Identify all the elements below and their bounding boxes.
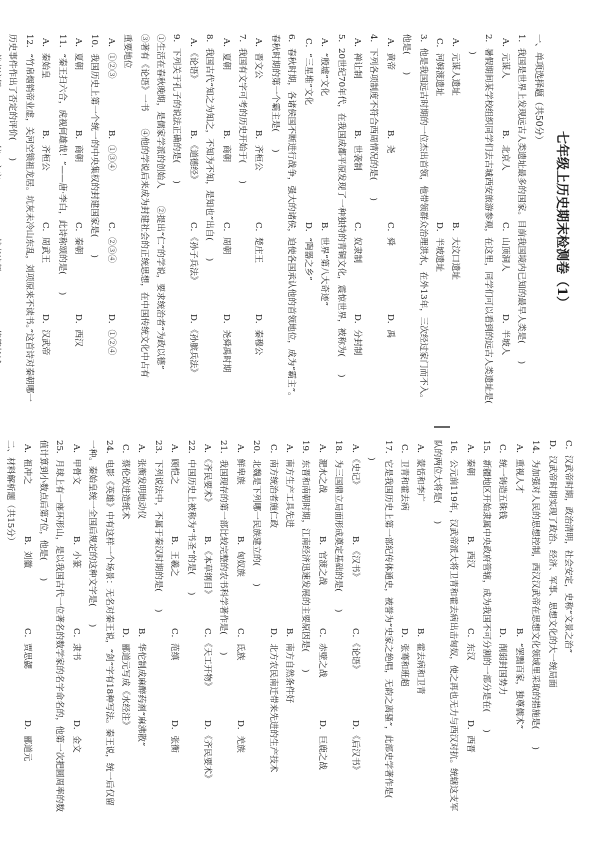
- question-text: 19．东晋和南朝时期，江南经济迅速发展的主要原因是( ): [300, 440, 311, 673]
- answer-option[interactable]: B．《本草纲目》: [202, 536, 213, 599]
- option-row: [431, 34, 447, 406]
- question-text: 1．我国是世界上发现远古人类遗址最多的国家。目前我国境内已知的最早人类是( ): [516, 34, 526, 365]
- question-block: [314, 440, 347, 812]
- answer-option[interactable]: B．商朝: [220, 130, 231, 163]
- question-block: [37, 34, 70, 406]
- answer-option[interactable]: A．蒙恬和李广: [415, 444, 426, 502]
- answer-option[interactable]: B．大汶口遗址: [450, 222, 461, 280]
- question-text: 7．我国有文字可考的历史开始于( ): [237, 34, 248, 184]
- question-text: 二、材料解析题（共15分）: [5, 440, 16, 546]
- option-row: [264, 440, 280, 812]
- answer-option[interactable]: C．“三星堆”文化: [302, 38, 313, 105]
- answer-option[interactable]: A．夏朝: [73, 38, 84, 70]
- answer-option[interactable]: A．南方生产工具先进: [284, 444, 295, 528]
- question-block: [461, 440, 494, 812]
- option-row: [0, 34, 4, 406]
- question-text-continued: 春秋时期的第一个霸主是( ): [269, 34, 280, 153]
- option-row: [133, 440, 149, 812]
- option-row: [412, 440, 428, 812]
- option-row: [494, 440, 510, 812]
- option-row: [314, 440, 330, 812]
- answer-option[interactable]: A．秦朝: [464, 444, 475, 476]
- question-block: [543, 440, 576, 812]
- answer-option[interactable]: B．①③④: [105, 130, 116, 171]
- answer-option[interactable]: B．匈奴族: [234, 536, 245, 577]
- answer-option[interactable]: C．赤壁之战: [316, 628, 327, 678]
- answer-line: 重要地位: [122, 34, 133, 69]
- answer-option[interactable]: A．顾恺之: [169, 444, 180, 485]
- answer-line: ③著有《论语》一书 ④他的学说后来成为封建社会的正统思想，在中国传统文化中占有: [138, 34, 149, 378]
- answer-option[interactable]: D．《齐民要术》: [202, 720, 213, 783]
- answer-option[interactable]: D．汉武帝: [40, 314, 51, 356]
- question-text: 11．“秦王扫六合，虎视何雄哉！”——唐·李白，此诗称颂的是( ): [56, 34, 67, 296]
- option-row: [396, 440, 412, 812]
- answer-option[interactable]: B．官渡之战: [316, 536, 327, 586]
- answer-option[interactable]: C．贾思勰: [21, 628, 32, 669]
- question-text: 2．暑假期间某学校组织同学们去古城西安旅游参观，在这里，同学们可以看到的远古人类遗址是(: [483, 34, 494, 404]
- answer-option[interactable]: C．卫青和霍去病: [398, 444, 409, 511]
- answer-option[interactable]: D．郦道元: [21, 720, 32, 762]
- answer-option[interactable]: A．重视人才: [513, 444, 524, 494]
- answer-option[interactable]: B．齐桓公: [40, 130, 51, 171]
- answer-option[interactable]: A．《史记》: [349, 444, 360, 489]
- answer-option[interactable]: C．周朝: [220, 222, 231, 255]
- answer-option[interactable]: [0, 38, 4, 130]
- question-text: 16．公元前119年，汉武帝派大将卫青和霍去病出击匈奴，使之再也无力与西汉对抗。统辖这支军: [448, 440, 459, 812]
- answer-option[interactable]: A．鲜卑族: [234, 444, 245, 485]
- answer-option[interactable]: B．西汉: [464, 536, 475, 569]
- answer-option[interactable]: D．张骞和班超: [398, 628, 409, 687]
- section-heading: 一、单项选择题（共50分）: [533, 34, 543, 145]
- answer-option[interactable]: D．《后汉书》: [349, 720, 360, 775]
- option-row: [70, 34, 86, 406]
- answer-option[interactable]: C．周武王: [40, 222, 51, 263]
- question-text: 25．月球上有一座环形山，是以我国古代一位著名的数学家的名字命名的，他第一次把圆周率的数: [54, 440, 65, 812]
- answer-option[interactable]: A．元谋人遗址: [450, 38, 461, 96]
- option-row: [199, 440, 215, 812]
- answer-option[interactable]: D．北方农民南迁带来先进的生产技术: [267, 628, 278, 773]
- question-text: 20．北魏是下列哪一民族建立的( ): [251, 440, 262, 587]
- answer-option[interactable]: C．②③④: [105, 222, 116, 263]
- answer-option[interactable]: D．郦道元写成《水经注》: [120, 628, 131, 730]
- question-block: [349, 34, 382, 406]
- answer-option[interactable]: A．淝水之战: [316, 444, 327, 494]
- option-row: [184, 34, 200, 406]
- question-block: [117, 440, 166, 812]
- answer-option[interactable]: A．张衡发明地动仪: [136, 444, 147, 519]
- option-row: [510, 440, 526, 812]
- question-text: 5．20世纪70年代，在我国成都平原发现了一种独特的青铜文化，震惊世界，被称为( ): [335, 34, 346, 378]
- question-list-left: [0, 34, 529, 406]
- answer-option[interactable]: D．半坡人: [499, 314, 510, 356]
- answer-option[interactable]: [0, 222, 4, 314]
- answer-option[interactable]: D．西晋: [464, 720, 475, 753]
- option-row: [37, 34, 53, 406]
- answer-option[interactable]: B．世袭制: [351, 130, 362, 171]
- question-block: [217, 34, 250, 406]
- answer-option[interactable]: C．《天工开物》: [202, 628, 213, 691]
- question-block: [496, 34, 529, 406]
- question-block: [102, 34, 118, 406]
- answer-option[interactable]: A．祖冲之: [21, 444, 32, 485]
- answer-option[interactable]: D．削弱封国势力: [497, 628, 508, 696]
- answer-option[interactable]: B．华佗制成麻醉药剂“麻沸散”: [136, 628, 147, 747]
- answer-option[interactable]: D．分封制: [351, 314, 362, 356]
- question-text-continued: 值计算到小数点后第7位，他是( ): [38, 440, 48, 582]
- answer-option[interactable]: D．“陶器之乡”: [302, 222, 313, 281]
- answer-option[interactable]: D．禹: [384, 314, 395, 339]
- question-text: 9．下列关于孔子的说法正确的是( ): [171, 34, 182, 184]
- answer-option[interactable]: B．刘徽: [21, 536, 32, 569]
- option-row: [346, 440, 362, 812]
- answer-option[interactable]: D．巨鹿之战: [316, 720, 327, 770]
- option-row: [381, 34, 397, 406]
- answer-option[interactable]: B．“罢黜百家，独尊儒术”: [513, 628, 524, 730]
- answer-option[interactable]: B．北京人: [499, 130, 510, 171]
- question-block: [166, 440, 199, 812]
- question-text-continued: 一种。秦始皇统一全国后规定的这种文字是( ): [87, 440, 98, 628]
- answer-option[interactable]: B．尧: [384, 130, 395, 154]
- question-text: 15．新疆地区开始隶属中央政府管辖，成为我国不可分割的一部分是在( ): [480, 440, 491, 733]
- question-block: [346, 440, 395, 812]
- answer-line: [0, 440, 2, 812]
- option-row: [316, 34, 332, 406]
- question-text: 4．下列各项制度不符合西周情况的是( ): [368, 34, 379, 201]
- answer-option[interactable]: D．羌族: [234, 720, 245, 753]
- answer-option[interactable]: C．南方统治者施仁政: [267, 444, 278, 528]
- answer-option[interactable]: D．秦穆公: [253, 314, 264, 356]
- answer-option[interactable]: C．蔡伦改进造纸术: [120, 444, 131, 520]
- answer-line: D．汉武帝时期实现了政治、经济、军事、思想文化的大一统局面: [546, 440, 557, 688]
- question-block: [184, 34, 217, 406]
- answer-option[interactable]: D．张衡: [169, 720, 180, 753]
- question-block: [67, 440, 116, 812]
- option-row: [117, 440, 133, 812]
- question-text: 23．下列说法中，不属于秦汉时期的是( ): [152, 440, 163, 613]
- answer-option[interactable]: A．①②③: [105, 38, 116, 79]
- question-block: [494, 440, 543, 812]
- answer-option[interactable]: B．南方自然条件好: [284, 628, 295, 704]
- answer-option[interactable]: C．楚庄王: [253, 222, 264, 263]
- question-block: [264, 440, 313, 812]
- question-text: 22．中国历史上被称为“书圣”的是( ): [185, 440, 196, 596]
- question-text: 8．我国古代“知之为知之，不知为不知，是知也”出自( ): [204, 34, 215, 262]
- question-text: 3．他是我国远古时期的一位杰出首领，他带领群众治理洪水，在外13年，三次经过家门而不入。: [417, 34, 428, 403]
- answer-option[interactable]: D．西汉: [73, 314, 84, 347]
- answer-option[interactable]: B．王羲之: [169, 536, 180, 577]
- answer-option[interactable]: C．奴隶制: [351, 222, 362, 263]
- question-block: [199, 440, 232, 812]
- option-row: [231, 440, 247, 812]
- option-row: [217, 34, 233, 406]
- question-text-continued: 队的两位大将是( ): [431, 440, 442, 525]
- question-block: [0, 440, 18, 812]
- page-title: 七年级上历史期末检测卷（1）: [554, 130, 569, 310]
- option-row: [299, 34, 315, 406]
- option-row: [349, 34, 365, 406]
- answer-option[interactable]: B．《道德经》: [187, 130, 198, 184]
- answer-option[interactable]: D．①②④: [105, 314, 116, 356]
- answer-option[interactable]: B．世界“第八大奇迹”: [319, 222, 330, 306]
- answer-option[interactable]: D．尧舜禹时期: [220, 314, 231, 373]
- question-text: 10．我国历史上第一个统一的中央集权的封建国家是( ): [89, 34, 100, 258]
- answer-option[interactable]: D．《孙膑兵法》: [187, 314, 198, 377]
- question-text-continued: ): [366, 440, 377, 461]
- answer-line: ①生活在春秋晚期，是儒家学派的创始人 ②提出“仁”的学说，要求统治者“为政以德”: [155, 34, 166, 370]
- question-block: [431, 34, 497, 406]
- answer-option[interactable]: C．氐族: [234, 628, 245, 661]
- answer-option[interactable]: [0, 130, 4, 222]
- question-text: 12．“竹帛烟销帝业虚，关河空锁祖龙居。坑灰未冷山东乱，刘项原来不读书。”这首诗对秦朝哪一: [23, 34, 34, 402]
- answer-option[interactable]: B．齐桓公: [253, 130, 264, 171]
- answer-option[interactable]: C．秦朝: [73, 222, 84, 255]
- question-text-continued: 他是( ): [401, 34, 412, 76]
- answer-option[interactable]: C．山顶洞人: [499, 222, 510, 272]
- question-block: [381, 34, 430, 406]
- answer-option[interactable]: A．夏朝: [220, 38, 231, 70]
- question-block: [119, 34, 185, 406]
- option-row: [102, 34, 118, 406]
- option-row: [166, 440, 182, 812]
- answer-option[interactable]: D．金文: [70, 720, 81, 753]
- question-text: 21．我国现存的第一部比较完整的农书科学著作是( ): [218, 440, 229, 656]
- question-block: [231, 440, 264, 812]
- answer-option[interactable]: B．霍去病和卫青: [415, 628, 426, 695]
- answer-option[interactable]: A．禅让制: [351, 38, 362, 79]
- fold-mark: [434, 426, 450, 428]
- question-text: 18．为三国鼎立局面形成奠定基础的是( ): [333, 440, 344, 613]
- option-row: [461, 440, 477, 812]
- option-row: [67, 440, 83, 812]
- option-row: [250, 34, 266, 406]
- question-list-right: [0, 440, 576, 812]
- question-text: 6．春秋时期，各诸侯国不断进行战争，强大的诸侯，迫使各国承认他的首领地位，成为“霸主”。: [286, 34, 297, 401]
- answer-option[interactable]: C．统一铸造五铢钱: [497, 444, 508, 520]
- question-block: [299, 34, 348, 406]
- right-column: [0, 440, 576, 812]
- question-block: [0, 34, 37, 406]
- option-row: [281, 440, 297, 812]
- answer-option[interactable]: A．秦始皇: [40, 38, 51, 79]
- answer-option[interactable]: C．舜: [384, 222, 395, 246]
- answer-option[interactable]: [0, 314, 4, 406]
- answer-option[interactable]: C．《论语》: [349, 628, 360, 674]
- answer-option[interactable]: A．《齐民要术》: [202, 444, 213, 507]
- option-row: [496, 34, 512, 406]
- answer-option[interactable]: A．“殷墟”文化: [319, 38, 330, 96]
- answer-option[interactable]: C．范缜: [169, 628, 180, 661]
- answer-option[interactable]: A．甲骨文: [70, 444, 81, 485]
- answer-option[interactable]: A．元谋人: [499, 38, 510, 79]
- answer-option[interactable]: A．《论语》: [187, 38, 198, 83]
- answer-option[interactable]: B．小篆: [70, 536, 81, 569]
- question-text-continued: ): [466, 34, 477, 55]
- question-block: [250, 34, 299, 406]
- question-text: C．汉武帝时期，政治清明，社会安定，史称“文景之治”: [563, 440, 573, 654]
- question-text-continued: 历史事件作出了否定的评价( ): [7, 34, 18, 162]
- option-row: [447, 34, 463, 406]
- answer-option[interactable]: C．东汉: [464, 628, 475, 661]
- answer-option[interactable]: B．商朝: [73, 130, 84, 163]
- left-column: [0, 34, 576, 406]
- answer-option[interactable]: A．黄帝: [384, 38, 395, 70]
- answer-option[interactable]: A．晋文公: [253, 38, 264, 79]
- answer-option[interactable]: D．半坡遗址: [433, 222, 444, 272]
- question-text: 14．为加强对人民的思想控制，西汉汉武帝在思想文化领域里采取的措施是( ): [530, 440, 541, 750]
- question-block: [18, 440, 67, 812]
- question-text: 17．它是我国历史上第一部纪传体通史，被誉为“史家之绝唱，无韵之离骚”，此部史学著作是(: [382, 440, 393, 799]
- option-row: [18, 440, 34, 812]
- question-block: [396, 440, 462, 812]
- answer-option[interactable]: C．河姆渡遗址: [433, 38, 444, 97]
- answer-option[interactable]: C．《孙子兵法》: [187, 222, 198, 285]
- question-text: 24．电影《英雄》中有这样一个场景：无名对秦王说，“剑”字有18种写法。秦王说，统一后仅留: [103, 440, 114, 806]
- answer-option[interactable]: B．《汉书》: [349, 536, 360, 581]
- answer-option[interactable]: C．隶书: [70, 628, 81, 661]
- question-block: [70, 34, 103, 406]
